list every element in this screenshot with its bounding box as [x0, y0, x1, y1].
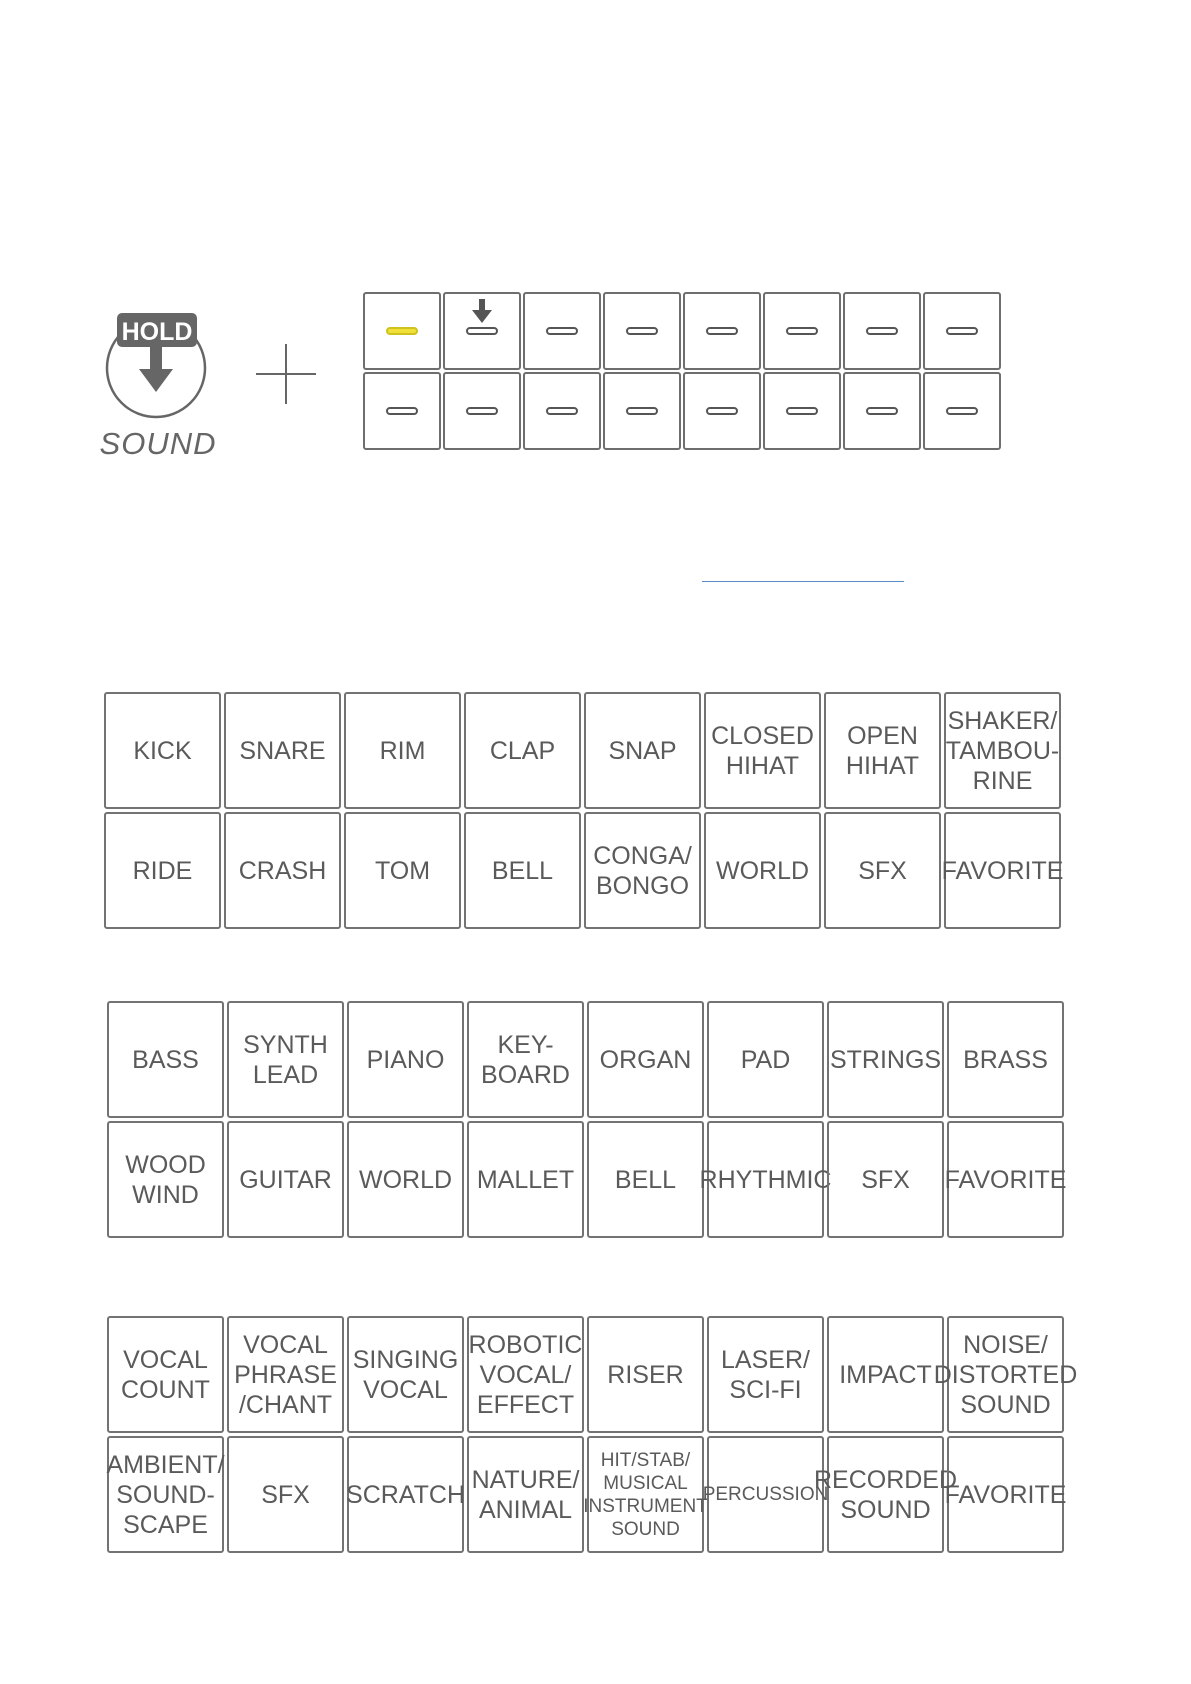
drum-cell-sfx: SFX [824, 812, 941, 929]
instrument-cell-synth-lead: SYNTH LEAD [227, 1001, 344, 1118]
link-underline[interactable] [702, 581, 904, 582]
pad-9[interactable] [363, 372, 441, 450]
instrument-cell-piano: PIANO [347, 1001, 464, 1118]
vocal-cell-sfx: SFX [227, 1436, 344, 1553]
drum-cell-tom: TOM [344, 812, 461, 929]
instrument-cell-brass: BRASS [947, 1001, 1064, 1118]
drum-cell-crash: CRASH [224, 812, 341, 929]
pad-16[interactable] [923, 372, 1001, 450]
sound-label: SOUND [99, 426, 217, 461]
drum-cell-snap: SNAP [584, 692, 701, 809]
pad-4[interactable] [603, 292, 681, 370]
pad-15[interactable] [843, 372, 921, 450]
drum-cell-open-hihat: OPEN HIHAT [824, 692, 941, 809]
drum-cell-world: WORLD [704, 812, 821, 929]
drum-cell-closed-hihat: CLOSED HIHAT [704, 692, 821, 809]
instrument-cell-bell: BELL [587, 1121, 704, 1238]
pad-led [546, 327, 578, 335]
pad-10[interactable] [443, 372, 521, 450]
vocal-cell-scratch: SCRATCH [347, 1436, 464, 1553]
pad-led [626, 407, 658, 415]
instrument-cell-pad: PAD [707, 1001, 824, 1118]
instrument-cell-guitar: GUITAR [227, 1121, 344, 1238]
pad-7[interactable] [843, 292, 921, 370]
instrument-cell-strings: STRINGS [827, 1001, 944, 1118]
vocal-cell-impact: IMPACT [827, 1316, 944, 1433]
pad-led [546, 407, 578, 415]
pad-led [786, 327, 818, 335]
pad-led [786, 407, 818, 415]
hold-badge-text: HOLD [121, 318, 193, 346]
pad-3[interactable] [523, 292, 601, 370]
vocal-cell-nature-animal: NATURE/ ANIMAL [467, 1436, 584, 1553]
pad-led [466, 327, 498, 335]
instrument-cell-rhythmic: RHYTHMIC [707, 1121, 824, 1238]
pad-led [706, 327, 738, 335]
vocal-cell-ambient-sound-scape: AMBIENT/ SOUND- SCAPE [107, 1436, 224, 1553]
vocal-cell-vocal-phrase-chant: VOCAL PHRASE /CHANT [227, 1316, 344, 1433]
pad-2[interactable] [443, 292, 521, 370]
instrument-cell-favorite: FAVORITE [947, 1121, 1064, 1238]
pad-11[interactable] [523, 372, 601, 450]
drum-cell-shaker-tambou-rine: SHAKER/ TAMBOU- RINE [944, 692, 1061, 809]
drum-cell-bell: BELL [464, 812, 581, 929]
vocal-cell-hit-stab-musical-instrument-sound: HIT/STAB/ MUSICAL INSTRUMENT SOUND [587, 1436, 704, 1553]
instrument-cell-key-board: KEY- BOARD [467, 1001, 584, 1118]
pad-8[interactable] [923, 292, 1001, 370]
pad-led [386, 407, 418, 415]
vocal-cell-vocal-count: VOCAL COUNT [107, 1316, 224, 1433]
instrument-cell-world: WORLD [347, 1121, 464, 1238]
vocal-cell-singing-vocal: SINGING VOCAL [347, 1316, 464, 1433]
pad-led [866, 407, 898, 415]
vocal-cell-riser: RISER [587, 1316, 704, 1433]
instrument-cell-sfx: SFX [827, 1121, 944, 1238]
drum-cell-snare: SNARE [224, 692, 341, 809]
pad-13[interactable] [683, 372, 761, 450]
pad-led [946, 327, 978, 335]
instrument-cell-organ: ORGAN [587, 1001, 704, 1118]
pad-14[interactable] [763, 372, 841, 450]
pad-led [706, 407, 738, 415]
pad-led-lit [386, 327, 418, 335]
plus-sign [254, 342, 318, 406]
hold-sound-button-icon [99, 310, 217, 461]
drum-cell-favorite: FAVORITE [944, 812, 1061, 929]
pad-led [866, 327, 898, 335]
drum-cell-ride: RIDE [104, 812, 221, 929]
pad-12[interactable] [603, 372, 681, 450]
vocal-cell-noise-distorted-sound: NOISE/ DISTORTED SOUND [947, 1316, 1064, 1433]
vocal-category-grid [106, 1316, 1078, 1553]
drum-cell-clap: CLAP [464, 692, 581, 809]
pad-led [626, 327, 658, 335]
vocal-cell-favorite: FAVORITE [947, 1436, 1064, 1553]
instrument-category-grid [107, 1001, 1067, 1238]
instrument-cell-bass: BASS [107, 1001, 224, 1118]
instrument-cell-wood-wind: WOOD WIND [107, 1121, 224, 1238]
vocal-cell-laser-sci-fi: LASER/ SCI-FI [707, 1316, 824, 1433]
pad-grid [363, 292, 1001, 450]
drum-cell-rim: RIM [344, 692, 461, 809]
pad-led [946, 407, 978, 415]
vocal-cell-robotic-vocal-effect: ROBOTIC VOCAL/ EFFECT [467, 1316, 584, 1433]
drum-cell-kick: KICK [104, 692, 221, 809]
vocal-cell-recorded-sound: RECORDED SOUND [827, 1436, 944, 1553]
drum-cell-conga-bongo: CONGA/ BONGO [584, 812, 701, 929]
drum-category-grid [104, 692, 1064, 929]
pad-led [466, 407, 498, 415]
pad-1[interactable] [363, 292, 441, 370]
pad-6[interactable] [763, 292, 841, 370]
instrument-cell-mallet: MALLET [467, 1121, 584, 1238]
vocal-cell-percussion: PERCUSSION [707, 1436, 824, 1553]
press-arrow-icon [471, 298, 493, 324]
pad-5[interactable] [683, 292, 761, 370]
